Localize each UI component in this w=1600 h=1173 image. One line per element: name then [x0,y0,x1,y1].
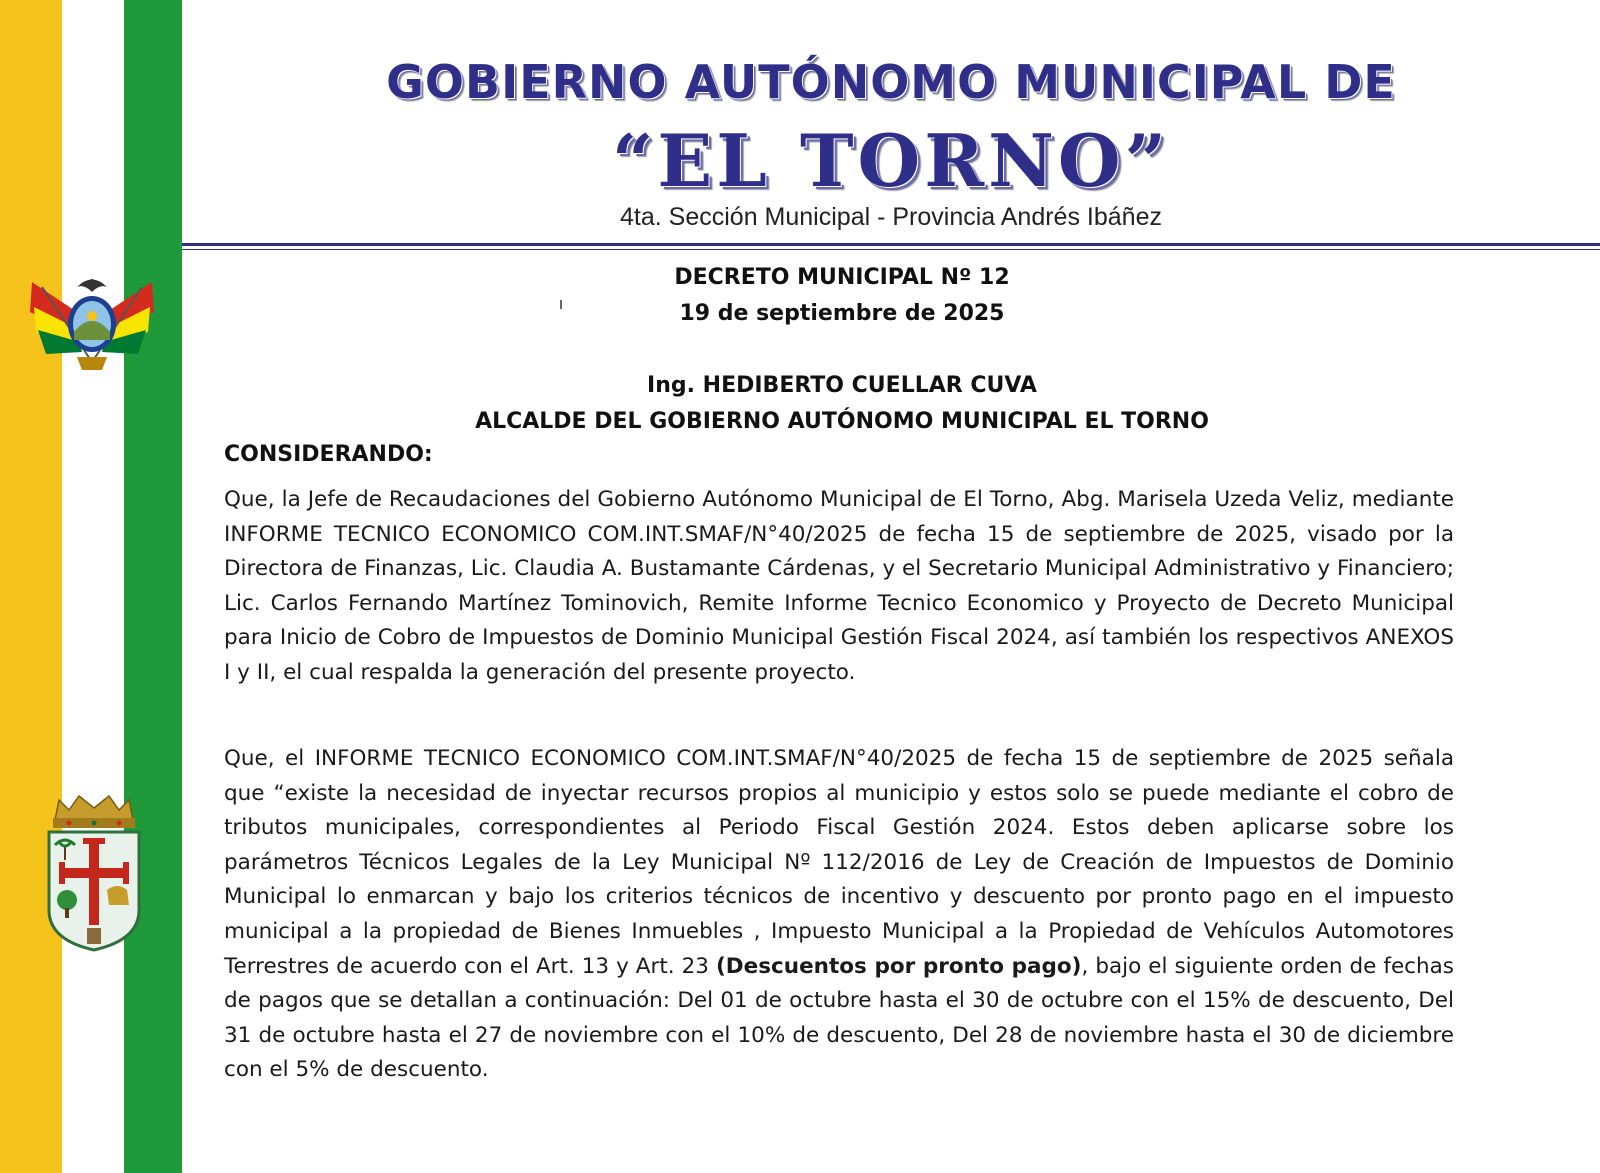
header-divider-thin [182,249,1600,250]
header-subtitle: 4ta. Sección Municipal - Provincia Andrés Ibáñez [620,203,1162,231]
decree-title: DECRETO MUNICIPAL Nº 12 [674,265,1010,290]
paragraph-1: Que, la Jefe de Recaudaciones del Gobierno Autónomo Municipal de El Torno, Abg. Marisela Uzeda Veliz, mediante INFORME TECNICO ECONOMICO COM.INT.SMAF/N°40/2025 de fecha 15 de septiembre de 2025, visado por la Directora de Finanzas, Lic. Claudia A. Bustamante Cárdenas, y el Secretario Municipal Administrativo y Financiero; Lic. Carlos Fernando Martínez Tominovich, Remite Informe Tecnico Economico y Proyecto de Decreto Municipal para Inicio de Cobro de Impuestos de Dominio Municipal Gestión Fiscal 2024, así también los respectivos ANEXOS I y II, el cual respalda la generación del presente proyecto. [224,487,1454,685]
mayor-name: Ing. HEDIBERTO CUELLAR CUVA [647,373,1037,398]
el-torno-municipal-shield-icon [45,790,143,958]
municipality-name: “EL TORNO” [611,118,1171,203]
flag-stripe-green [124,0,182,1173]
bolivia-coat-of-arms-icon [22,262,162,377]
flag-stripe-white [62,0,124,1173]
scan-speck [560,300,562,309]
header-divider-thick [182,243,1600,246]
considerando-heading: CONSIDERANDO: [224,442,433,467]
paragraph-2 [224,742,1454,1088]
decree-date: 19 de septiembre de 2025 [679,301,1005,326]
paragraph-2-bold: (Descuentos por pronto pago) [715,953,1082,979]
institution-title: GOBIERNO AUTÓNOMO MUNICIPAL DE [386,55,1396,109]
paragraph-2-text-a: Que, el INFORME TECNICO ECONOMICO COM.INT.SMAF/N°40/2025 de fecha 15 de septiembre de 2025 señala que “existe la necesidad de inyectar recursos propios al municipio y estos solo se puede mediante el cobro de tributos municipales, correspondientes al Periodo Fiscal Gestión 2024. Estos deben aplicarse sobre los parámetros Técnicos Legales de la Ley Municipal Nº 112/2016 de Ley de Creación de Impuestos de Dominio Municipal lo enmarcan y bajo los criterios técnicos de incentivo y descuento por pronto pago en el impuesto municipal a la propiedad de Bienes Inmuebles , Impuesto Municipal a la Propiedad de Vehículos Automotores Terrestres de acuerdo con el Art. 13 y Art. 23 [224,746,1454,979]
paragraph-2-text-b: , bajo el siguiente orden de fechas de pagos que se detallan a continuación: Del 01 de octubre hasta el 30 de octubre con el 15% de descuento, Del 31 de octubre hasta el 27 de noviembre con el 10% de descuento, Del 28 de noviembre hasta el 30 de diciembre con el 5% de descuento. [224,953,1454,1083]
mayor-position: ALCALDE DEL GOBIERNO AUTÓNOMO MUNICIPAL EL TORNO [475,409,1209,434]
flag-stripe-yellow [0,0,62,1173]
